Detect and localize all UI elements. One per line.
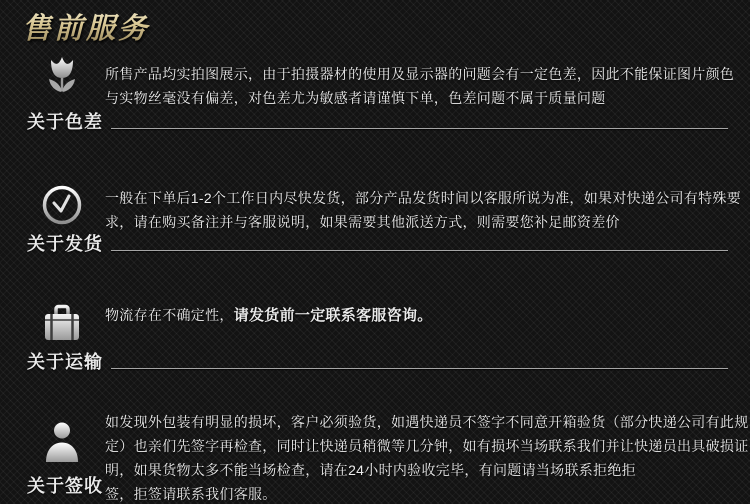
text-line: 明，如果货物太多不能当场检查，请在24小时内验收完毕，有问题请当场联系拒绝拒 [105,462,636,478]
section-label-sign-off: 关于签收 [27,476,103,496]
shipping-header [27,232,728,256]
section-label-color-difference: 关于色差 [27,112,103,132]
transport-text-bold: 请发货前一定联系客服咨询。 [233,307,433,324]
text-line: 与实物丝毫没有偏差，对色差尤为敏感者请谨慎下单，色差问题不属于质量问题 [105,90,606,106]
text-line: 所售产品均实拍图展示，由于拍摄器材的使用及显示器的问题会有一定色差，因此不能保证图片颜色 [105,66,735,82]
text-line [105,303,745,328]
shipping-text [105,186,745,234]
section-label-shipping: 关于发货 [27,234,103,254]
page-title: 售前服务 [22,6,150,47]
text-line: 求，请在购买备注并与客服说明，如果需要其他派送方式，则需要您补足邮资差价 [105,214,620,230]
sign-off-header [27,474,728,498]
clock-icon [38,181,86,229]
transport-header [27,350,728,374]
suitcase-icon [38,300,86,346]
transport-text [105,303,745,328]
text-line: 定）也亲们先签字再检查，同时让快递员稍微等几分钟，如有损坏当场联系我们并让快递员出具破损证 [105,438,749,454]
divider-line [111,368,728,369]
tulip-icon [38,53,86,105]
color-difference-header [27,110,728,134]
text-line: 一般在下单后1-2个工作日内尽快发货，部分产品发货时间以客服所说为准，如果对快递公司有特殊要 [105,190,742,206]
divider-line [111,250,728,251]
transport-text-normal: 物流存在不确定性， [105,307,234,323]
text-line: 签，拒签请联系我们客服。 [105,486,277,502]
color-difference-text [105,62,745,110]
person-icon [38,418,86,466]
divider-line [111,128,728,129]
section-label-transport: 关于运输 [27,352,103,372]
text-line: 如发现外包装有明显的损坏，客户必须验货，如遇快递员不签字不同意开箱验货（部分快递公司有此规 [105,414,749,430]
